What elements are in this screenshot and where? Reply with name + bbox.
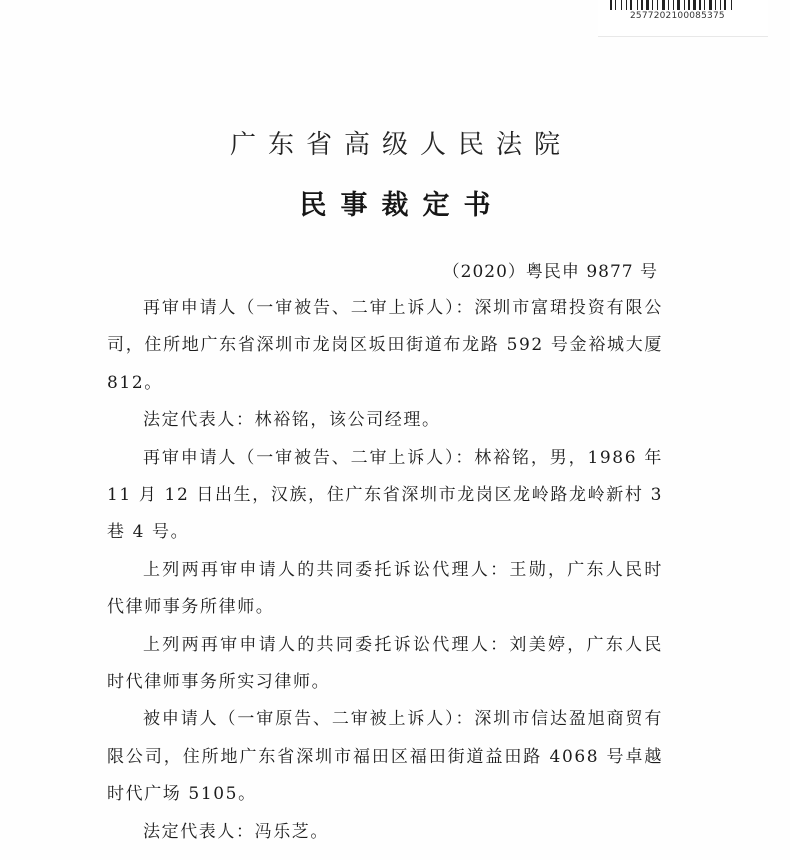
barcode-bar [709,0,712,10]
barcode-bar [628,0,629,10]
barcode-bar [633,0,636,10]
barcode-bar [717,0,719,10]
barcode-bar [688,0,690,10]
barcode-bar [610,0,612,10]
barcode-bar [724,0,726,10]
barcode-bar [657,0,658,10]
barcode-bar [668,0,669,10]
barcode-bar [626,0,627,10]
barcode-bar [617,0,620,10]
barcode-bar [675,0,676,10]
barcode-bar [630,0,632,10]
barcode-bar [733,0,734,10]
barcode-bar [686,0,687,10]
barcode-bar [693,0,696,10]
barcode-bar [713,0,714,10]
barcode-bar [662,0,665,10]
barcode-bar [639,0,640,10]
barcode-bar [727,0,730,10]
barcode-bar [644,0,645,10]
barcode-bar [621,0,622,10]
barcode-bar [659,0,661,10]
barcode-bar [615,0,616,10]
barcode-number: 2577202100085375 [630,11,725,21]
document-type-title: 民事裁定书 [299,190,505,221]
paragraph-agent-2: 上列两再审申请人的共同委托诉讼代理人：刘美婷，广东人民时代律师事务所实习律师。 [107,634,663,693]
barcode-bar [697,0,698,10]
barcode-bar [654,0,656,10]
barcode-bar [706,0,708,10]
paragraph-applicant-person: 再审申请人（一审被告、二审上诉人）：林裕铭，男，1986 年 11 月 12 日出生，汉族，住广东省深圳市龙岗区龙岭路龙岭新村 3 巷 4 号。 [107,447,663,543]
paragraph-respondent-representative: 法定代表人：冯乐芝。 [143,821,329,842]
barcode-bar [704,0,705,10]
barcode-bar [702,0,703,10]
barcode-bar [691,0,692,10]
barcode-bar [623,0,625,10]
court-name: 广东省高级人民法院 [229,130,572,160]
barcode-icon [610,0,750,10]
barcode-bar [641,0,643,10]
paragraph-legal-representative: 法定代表人：林裕铭，该公司经理。 [143,410,441,431]
barcode-bar [722,0,723,10]
document-body [107,290,663,851]
case-number: （2020）粤民申 9877 号 [442,262,658,282]
barcode-bar [677,0,680,10]
barcode-bar [650,0,651,10]
paragraph-applicant-company: 再审申请人（一审被告、二审上诉人）：深圳市富珺投资有限公司，住所地广东省深圳市龙岗区坂田街道布龙路 592 号金裕城大厦 812。 [107,298,663,393]
barcode-bar [681,0,683,10]
barcode-bar [670,0,672,10]
barcode-bar [715,0,716,10]
barcode-bar [646,0,649,10]
barcode-sticker [598,0,768,36]
barcode-bar [731,0,732,10]
paragraph-agent-1: 上列两再审申请人的共同委托诉讼代理人：王勋，广东人民时代律师事务所律师。 [107,559,663,618]
barcode-bar [637,0,638,10]
barcode-bar [684,0,685,10]
paragraph-respondent: 被申请人（一审原告、二审被上诉人）：深圳市信达盈旭商贸有限公司，住所地广东省深圳市福田区福田街道益田路 4068 号卓越时代广场 5105。 [107,709,663,805]
barcode-bar [613,0,614,10]
barcode-bar [673,0,674,10]
barcode-bar [720,0,721,10]
barcode-bar [652,0,653,10]
barcode-bar [666,0,667,10]
barcode-bar [699,0,701,10]
